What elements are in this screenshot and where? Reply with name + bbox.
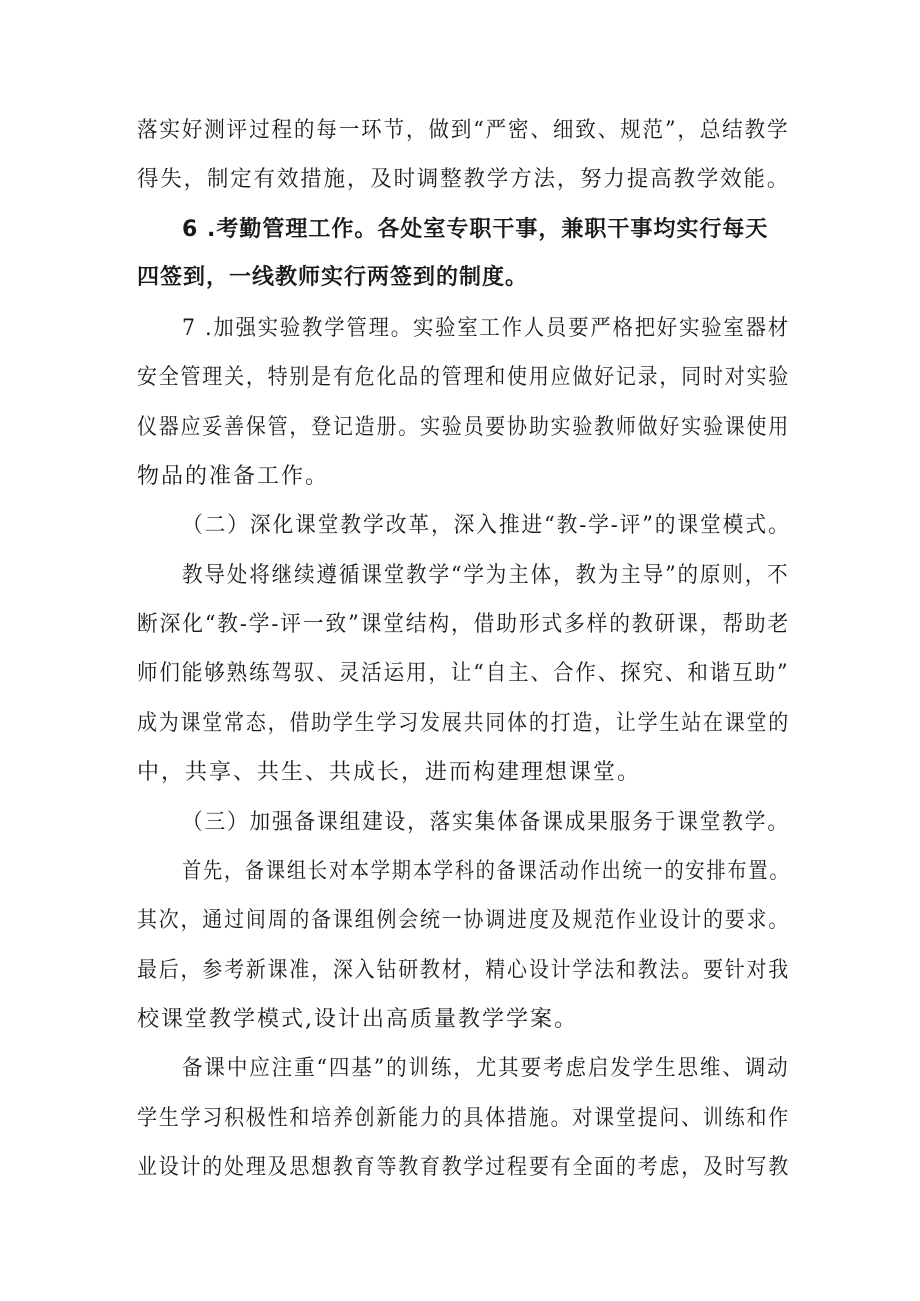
- item-7-line: 仪器应妥善保管，登记造册。实验员要协助实验教师做好实验课使用: [137, 415, 791, 440]
- paragraph-line: 师们能够熟练驾驭、灵活运用，让“自主、合作、探究、和谐互助”: [137, 661, 790, 686]
- paragraph-line: 备课中应注重“四基”的训练，尤其要考虑启发学生思维、调动: [182, 1056, 790, 1081]
- item-7-line: 安全管理关，特别是有危化品的管理和使用应做好记录，同时对实验: [137, 365, 791, 390]
- paragraph-line: 校课堂教学模式,设计出高质量教学学案。: [137, 1007, 578, 1032]
- paragraph-line: 学生学习积极性和培养创新能力的具体措施。对课堂提问、训练和作: [137, 1106, 791, 1131]
- paragraph-line: 首先，备课组长对本学期本学科的备课活动作出统一的安排布置。: [182, 859, 791, 884]
- paragraph-line: 最后，参考新课准，深入钻研教材，精心设计学法和教法。要针对我: [137, 958, 791, 983]
- item-7-line: 物品的准备工作。: [137, 464, 330, 489]
- paragraph-line: 得失，制定有效措施，及时调整教学方法，努力提高教学效能。: [137, 167, 791, 192]
- item-6-line: 6 .考勤管理工作。各处室专职干事，兼职干事均实行每天: [182, 217, 769, 242]
- paragraph-line: 教导处将继续遵循课堂教学“学为主体，教为主导”的原则，不: [182, 563, 790, 588]
- item-7-line: 7 .加强实验教学管理。实验室工作人员要严格把好实验室器材: [182, 316, 790, 341]
- paragraph-line: 其次，通过间周的备课组例会统一协调进度及规范作业设计的要求。: [137, 908, 791, 933]
- section-heading-2: （二）深化课堂教学改革，深入推进“教-学-评”的课堂模式。: [182, 513, 791, 538]
- paragraph-line: 断深化“教-学-评一致”课堂结构，借助形式多样的教研课，帮助老: [137, 612, 791, 637]
- paragraph-line: 落实好测评过程的每一环节，做到“严密、细致、规范”，总结教学: [137, 118, 790, 143]
- paragraph-line: 中，共享、共生、共成长，进而构建理想课堂。: [137, 760, 642, 785]
- paragraph-line: 成为课堂常态，借助学生学习发展共同体的打造，让学生站在课堂的: [137, 711, 791, 736]
- item-6-line: 四签到，一线教师实行两签到的制度。: [137, 265, 529, 290]
- section-heading-3: （三）加强备课组建设，落实集体备课成果服务于课堂教学。: [182, 810, 790, 835]
- paragraph-line: 业设计的处理及思想教育等教育教学过程要有全面的考虑，及时写教: [137, 1155, 791, 1180]
